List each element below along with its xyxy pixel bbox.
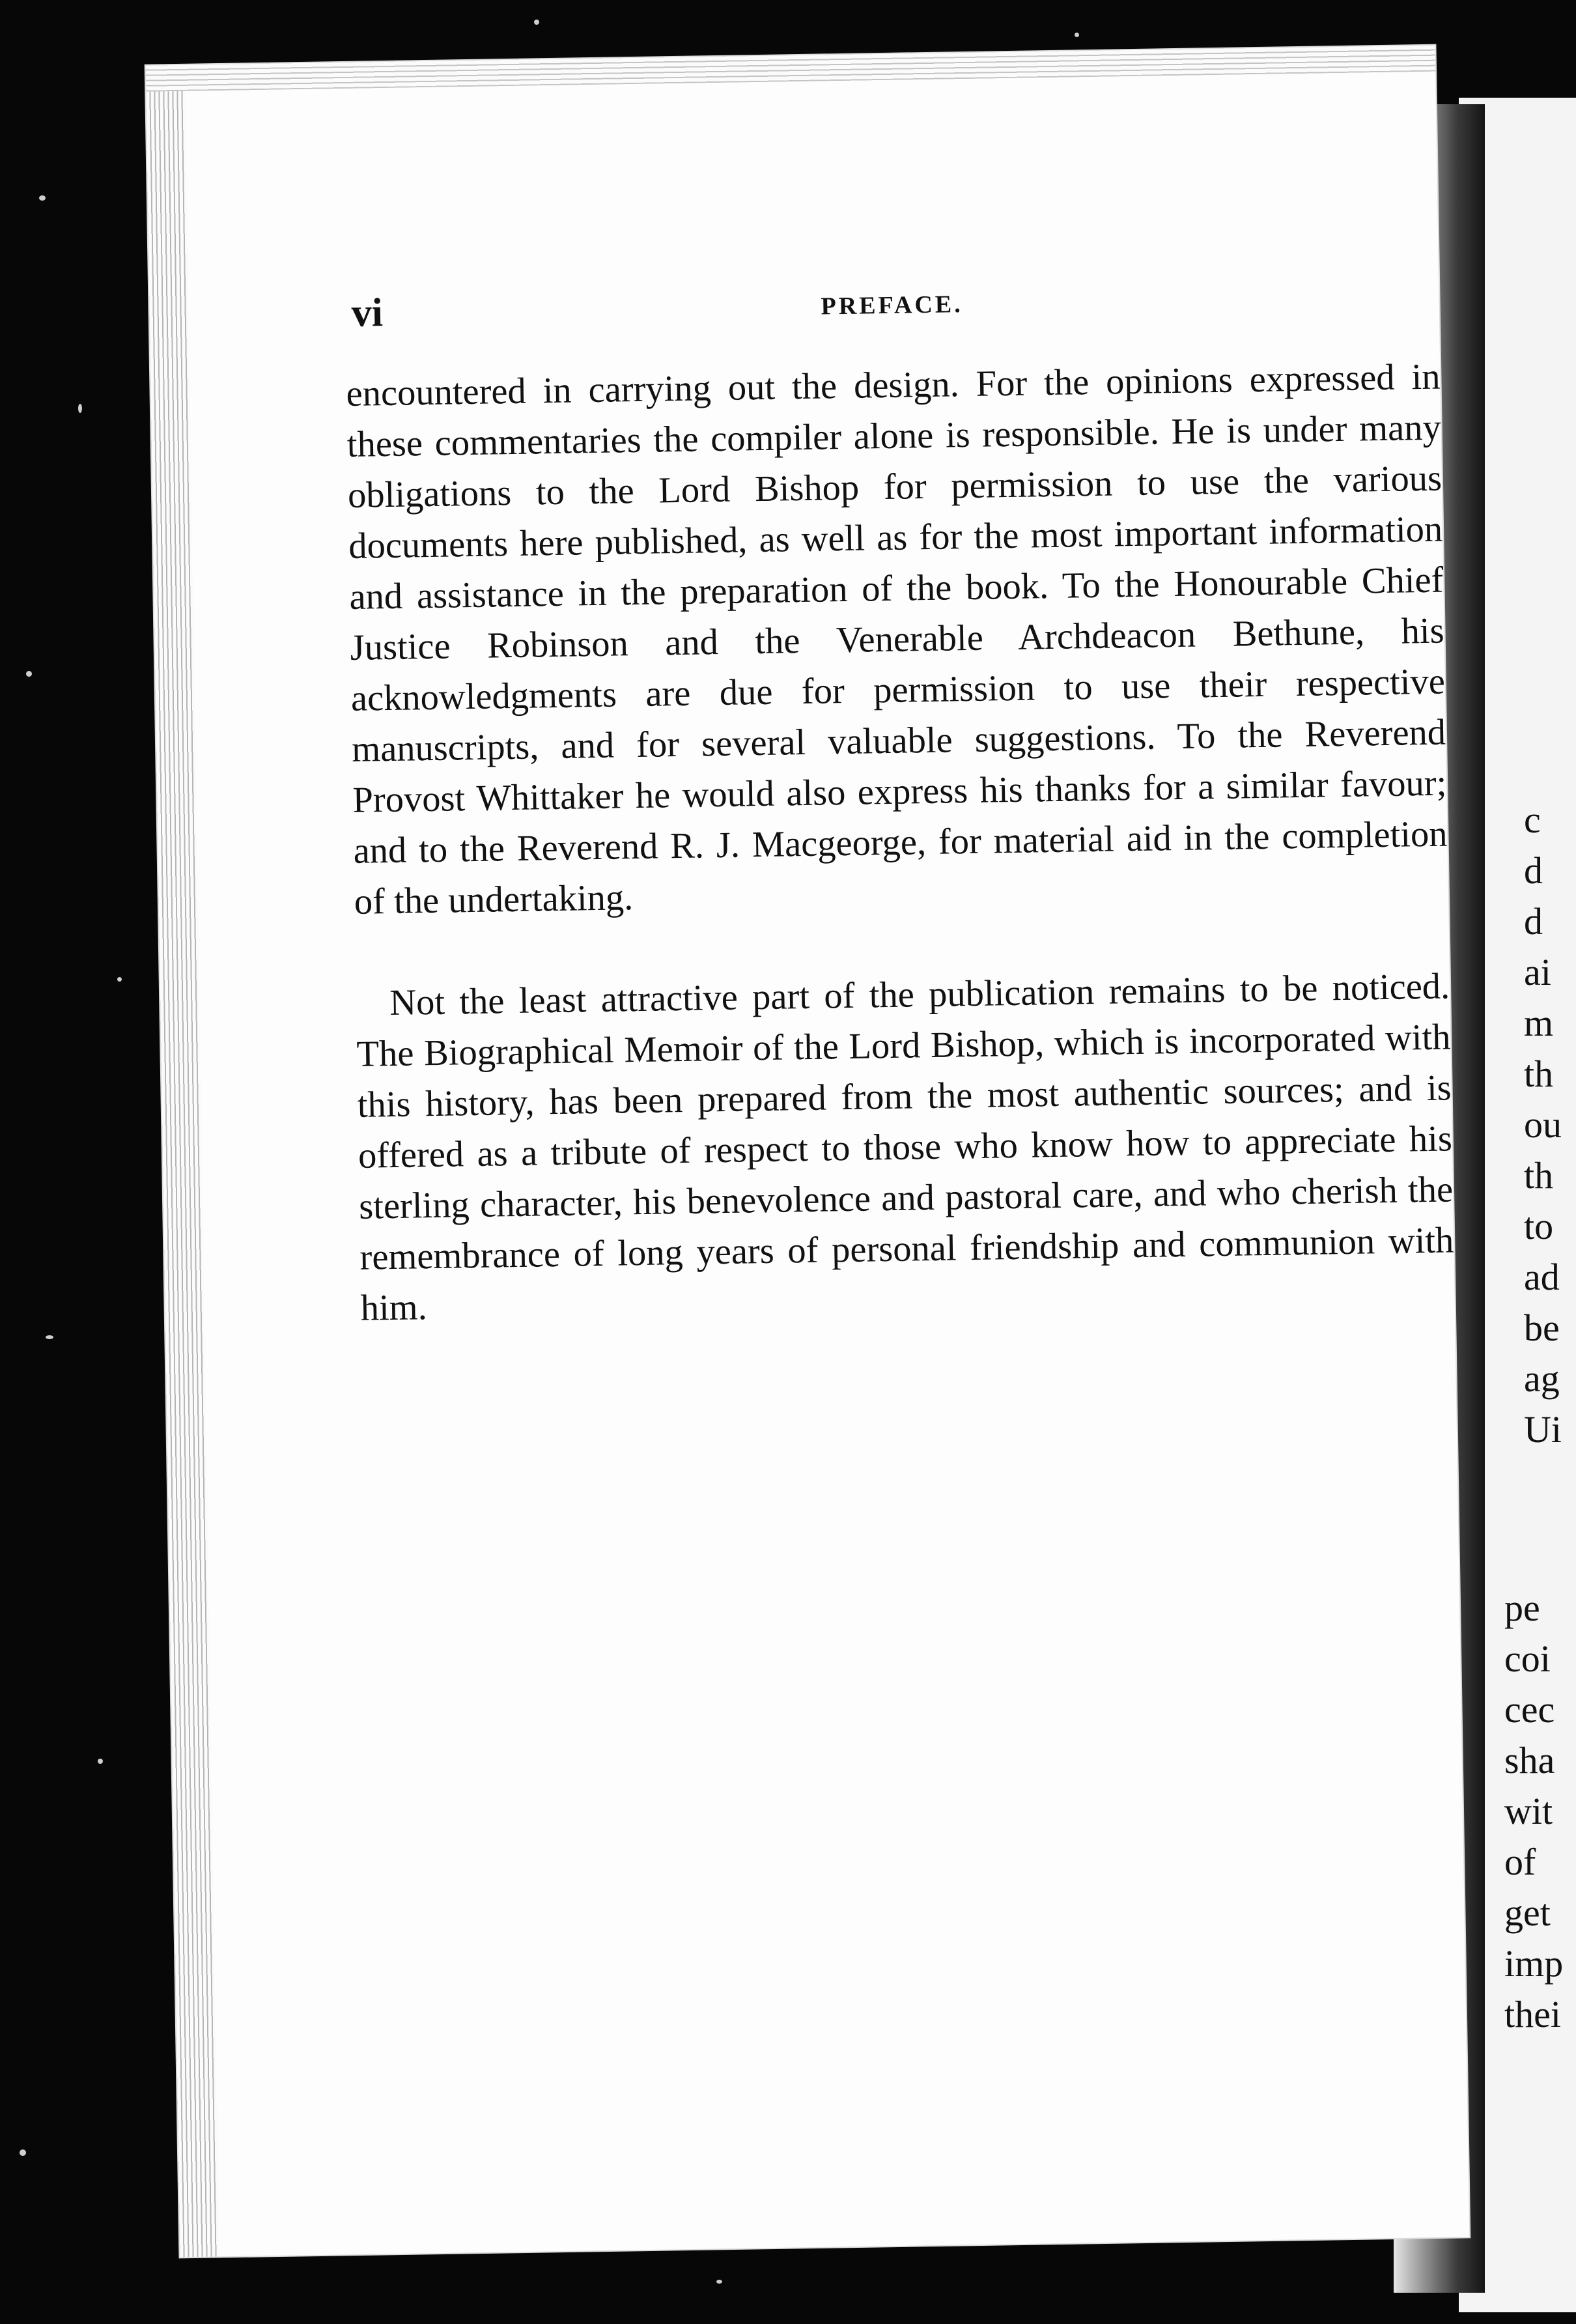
running-head [351, 274, 1433, 343]
running-title: PREFACE. [821, 290, 963, 320]
facing-page-fragment: c [1524, 799, 1541, 841]
facing-page-fragment: th [1524, 1053, 1554, 1095]
dust-speck [78, 404, 82, 413]
facing-page-fragment: coi [1504, 1637, 1551, 1680]
facing-page-fragment: ad [1524, 1256, 1560, 1298]
facing-page-fragment: be [1524, 1307, 1560, 1349]
facing-page-fragment: cec [1504, 1688, 1555, 1731]
paragraph: encountered in carrying out the design. For the opinions expressed in these commentaries the compiler alone is responsible. He is under many obligations to the Lord Bishop for permission to use the various documents here published, as well as for the most important information and assistance in the preparation of the book. To the Honourable Chief Justice Robinson and the Venerable Archdeacon Bethune, his acknowledgments are due for permission to use their respective manuscripts, and for several valuable suggestions. To the Reverend Provost Whittaker he would also express his thanks for a similar favour; and to the Reverend R. J. Macgeorge, for material aid in the completion of the undertaking. [346, 356, 1448, 922]
facing-page-fragment: pe [1504, 1587, 1540, 1629]
dust-speck [716, 2280, 722, 2284]
facing-page-fragment: m [1524, 1002, 1554, 1044]
facing-page-fragment: wit [1504, 1790, 1553, 1832]
stacked-page-edges-top [146, 46, 1435, 92]
facing-page-fragment: get [1504, 1892, 1551, 1934]
facing-page-fragment: ag [1524, 1357, 1560, 1400]
facing-page-fragment: Ui [1524, 1408, 1562, 1451]
stacked-page-edges [146, 65, 219, 2258]
dust-speck [46, 1335, 53, 1339]
dust-speck [26, 671, 32, 677]
dust-speck [534, 20, 539, 25]
facing-page-fragment: ou [1524, 1103, 1562, 1146]
page-number: vi [351, 290, 384, 335]
facing-page-fragment: d [1524, 849, 1543, 892]
paragraph: Not the least attractive part of the publication remains to be noticed. The Biographical Memoir of the Lord Bishop, which is incorporated with this history, has been prepared from the most authentic sources; and is offered as a tribute of respect to those who know how to appreciate his sterling character, his benevolence and pastoral care, and who cherish the remembrance of long years of personal friendship and communion with him. [356, 966, 1454, 1329]
facing-page-fragment: imp [1504, 1942, 1564, 1985]
dust-speck [117, 977, 122, 982]
facing-page-fragment: to [1524, 1205, 1554, 1247]
facing-page-fragment: d [1524, 900, 1543, 942]
facing-page-fragment: th [1524, 1154, 1554, 1197]
body-text [346, 352, 1455, 1334]
facing-page-fragment: sha [1504, 1739, 1555, 1781]
facing-page-fragment: ai [1524, 951, 1551, 993]
facing-page-fragment: thei [1504, 1993, 1561, 2035]
facing-page-fragment: of [1504, 1841, 1536, 1883]
dust-speck [1075, 33, 1079, 37]
dust-speck [39, 195, 46, 201]
dust-speck [20, 2149, 26, 2156]
book-page [146, 46, 1470, 2258]
dust-speck [98, 1759, 103, 1764]
